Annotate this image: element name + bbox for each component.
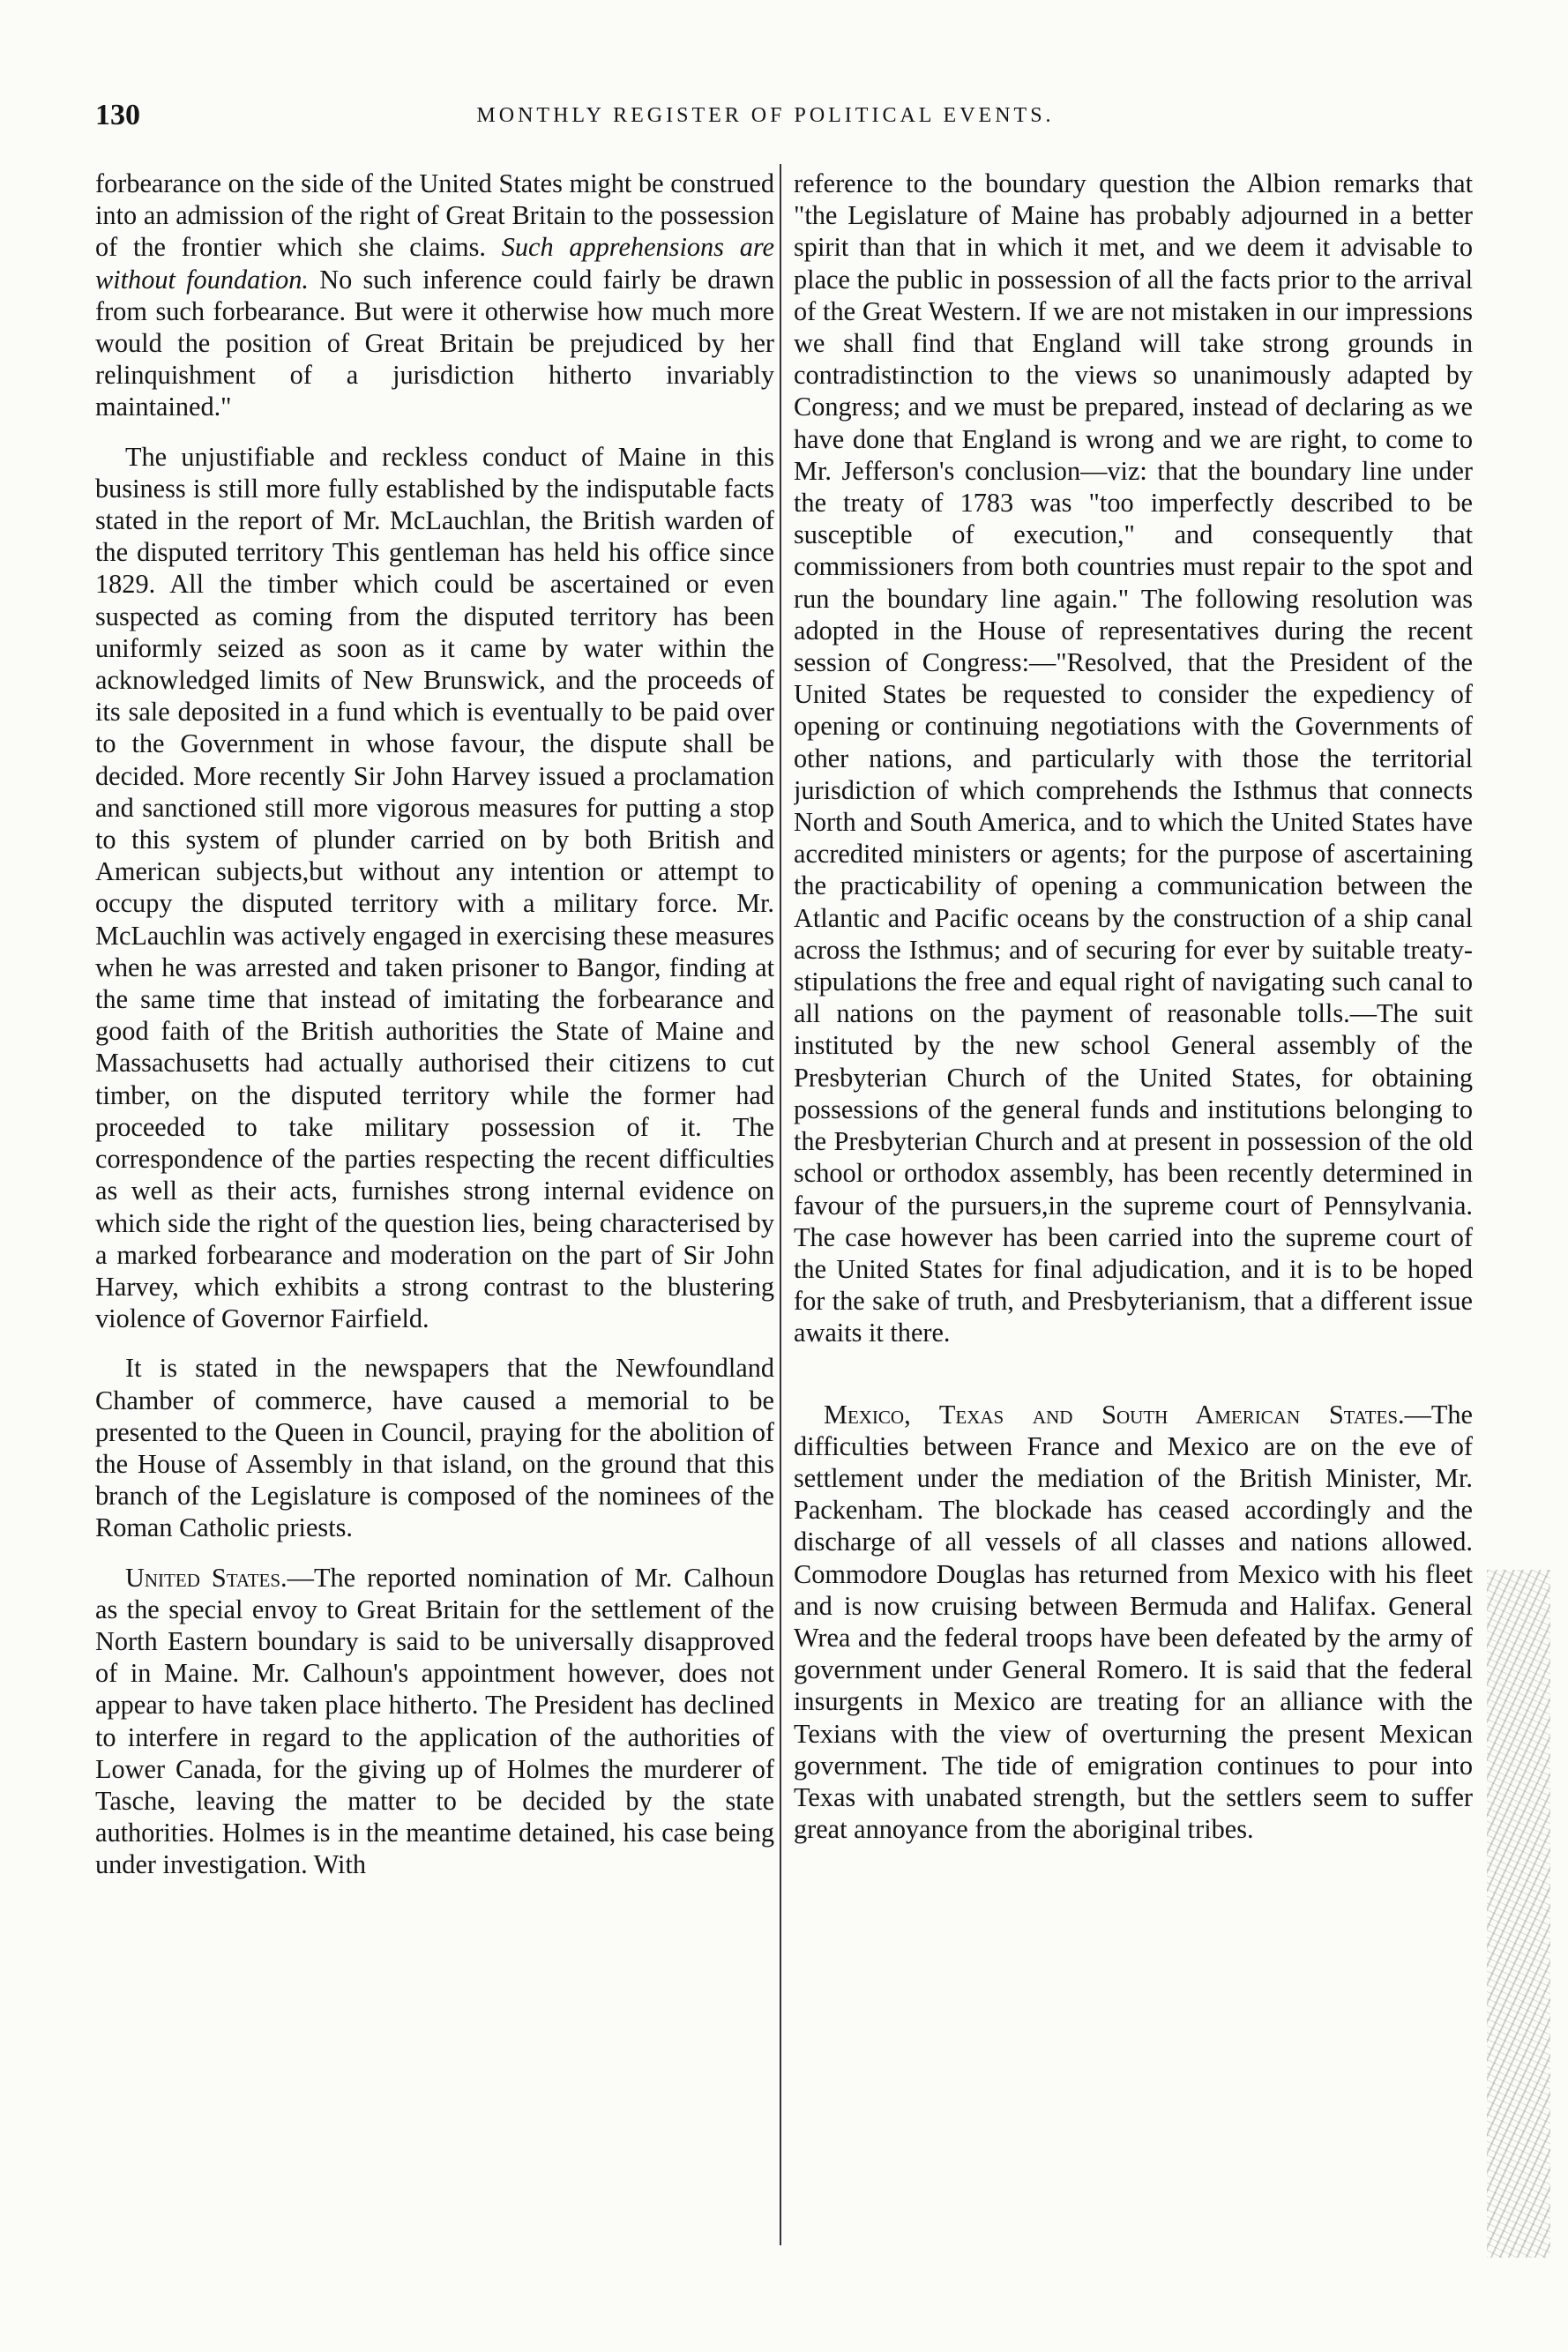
left-column <box>95 168 774 2249</box>
paragraph-mexico-texas <box>794 1399 1473 1846</box>
paragraph-boundary-question: reference to the boundary question the Albion remarks that "the Legislature of Maine has probably adjourned in a better spirit than that in which it met, and we deem it advisable to place the public in possession of all the facts prior to the arrival of the Great Western. If we are not mistaken in our impressions we shall find that England will take strong grounds in contradistinction to the views so unanimously adapted by Congress; and we must be prepared, instead of declaring as we have done that England is wrong and we are right, to come to Mr. Jefferson's conclusion—viz: that the boundary line under the treaty of 1783 was "too imperfectly described to be susceptible of execution," and consequently that commissioners from both countries must repair to the spot and run the boundary line again." The following resolution was adopted in the House of representatives during the recent session of Congress:—"Resolved, that the President of the United States be requested to consider the expediency of opening or continuing negotiations with the Governments of other nations, and particularly with those the territorial jurisdiction of which comprehends the Isthmus that connects North and South America, and to which the United States have accredited ministers or agents; for the purpose of ascertaining the practicability of opening a communication between the Atlantic and Pacific oceans by the construction of a ship canal across the Isthmus; and of securing for ever by suitable treaty-stipulations the free and equal right of navigating such canal to all nations on the payment of reasonable tolls.—The suit instituted by the new school General assembly of the Presbyterian Church of the United States, for obtaining possessions of the general funds and institutions belonging to the Presbyterian Church and at present in possession of the old school or orthodox assembly, has been recently determined in favour of the pursuers,in the supreme court of Pennsylvania. The case however has been carried into the supreme court of the United States for final adjudication, and it is to be hoped for the sake of truth, and Presbyterianism, that a different issue awaits it there. <box>794 168 1473 1348</box>
paragraph-maine-conduct: The unjustifiable and reckless conduct of Maine in this business is still more fully established by the indisputable facts stated in the report of Mr. McLauchlan, the British warden of the disputed territory This gentleman has held his office since 1829. All the timber which could be ascertained or even suspected as coming from the disputed territory has been uniformly seized as soon as it came by water within the acknowledged limits of New Brunswick, and the proceeds of its sale deposited in a fund which is eventually to be paid over to the Government in whose favour, the dispute shall be decided. More recently Sir John Harvey issued a proclamation and sanctioned still more vigorous measures for putting a stop to this system of plunder carried on by both British and American subjects,but without any intention or attempt to occupy the disputed territory with a military force. Mr. McLauchlin was actively engaged in exercising these measures when he was arrested and taken prisoner to Bangor, finding at the same time that instead of imitating the forbearance and good faith of the British authorities the State of Maine and Massachusetts had actually authorised their citizens to cut timber, on the disputed territory while the former had proceeded to take military possession of it. The correspondence of the parties respecting the recent difficulties as well as their acts, furnishes strong internal evidence on which side the right of the question lies, being characterised by a marked forbearance and moderation on the part of Sir John Harvey, which exhibits a strong contrast to the blustering violence of Governor Fairfield. <box>95 441 774 1334</box>
page-edge-texture <box>1487 1570 1550 2258</box>
paragraph-united-states <box>95 1562 774 1881</box>
paragraph-forbearance <box>95 168 774 423</box>
section-heading-united-states: United States. <box>125 1562 287 1593</box>
paragraph-newfoundland: It is stated in the newspapers that the Newfoundland Chamber of commerce, have caused a memorial to be presented to the Queen in Council, praying for the abolition of the House of Assembly in that island, on the ground that this branch of the Legislature is composed of the nominees of the Roman Catholic priests. <box>95 1353 774 1543</box>
column-divider <box>780 164 781 2245</box>
paragraph-forbearance-italic: Such apprehensions are without foundation. <box>95 232 774 295</box>
paragraph-mexico-texas-text: —The difficulties between France and Mexico are on the eve of settlement under the mediation of the British Minister, Mr. Packenham. The blockade has ceased accordingly and the discharge of all vessels of all classes and nations allowed. Commodore Douglas has returned from Mexico with his fleet and is now cruising between Bermuda and Halifax. General Wrea and the federal troops have been defeated by the army of government under General Romero. It is said that the federal insurgents in Mexico are treating for an alliance with the Texians with the view of overturning the present Mexican government. The tide of emigration continues to pour into Texas with unabated strength, but the settlers seem to suffer great annoyance from the aboriginal tribes. <box>794 1399 1473 1845</box>
section-heading-mexico-texas: Mexico, Texas and South American States. <box>824 1399 1405 1430</box>
paragraph-united-states-text: —The reported nomination of Mr. Calhoun as the special envoy to Great Britain for the settlement of the North Eastern boundary is said to be universally disapproved of in Maine. Mr. Calhoun's appointment however, does not appear to have taken place hitherto. The President has declined to interfere in regard to the application of the authorities of Lower Canada, for the giving up of Holmes the murderer of Tasche, leaving the matter to be decided by the state authorities. Holmes is in the meantime detained, his case being under investigation. With <box>95 1562 774 1880</box>
running-head: MONTHLY REGISTER OF POLITICAL EVENTS. <box>476 104 1055 127</box>
right-column <box>794 168 1473 2249</box>
paragraph-forbearance-text-a: forbearance on the side of the United States might be construed into an admission of the right of Great Britain to the possession of the frontier which she claims. <box>95 168 774 263</box>
page-header <box>95 99 1436 141</box>
page-number: 130 <box>95 99 140 131</box>
paragraph-forbearance-text-b: No such inference could fairly be drawn from such forbearance. But were it otherwise how much more would the position of Great Britain be prejudiced by her relinquishment of a jurisdiction hitherto invariably maintained." <box>95 264 774 422</box>
